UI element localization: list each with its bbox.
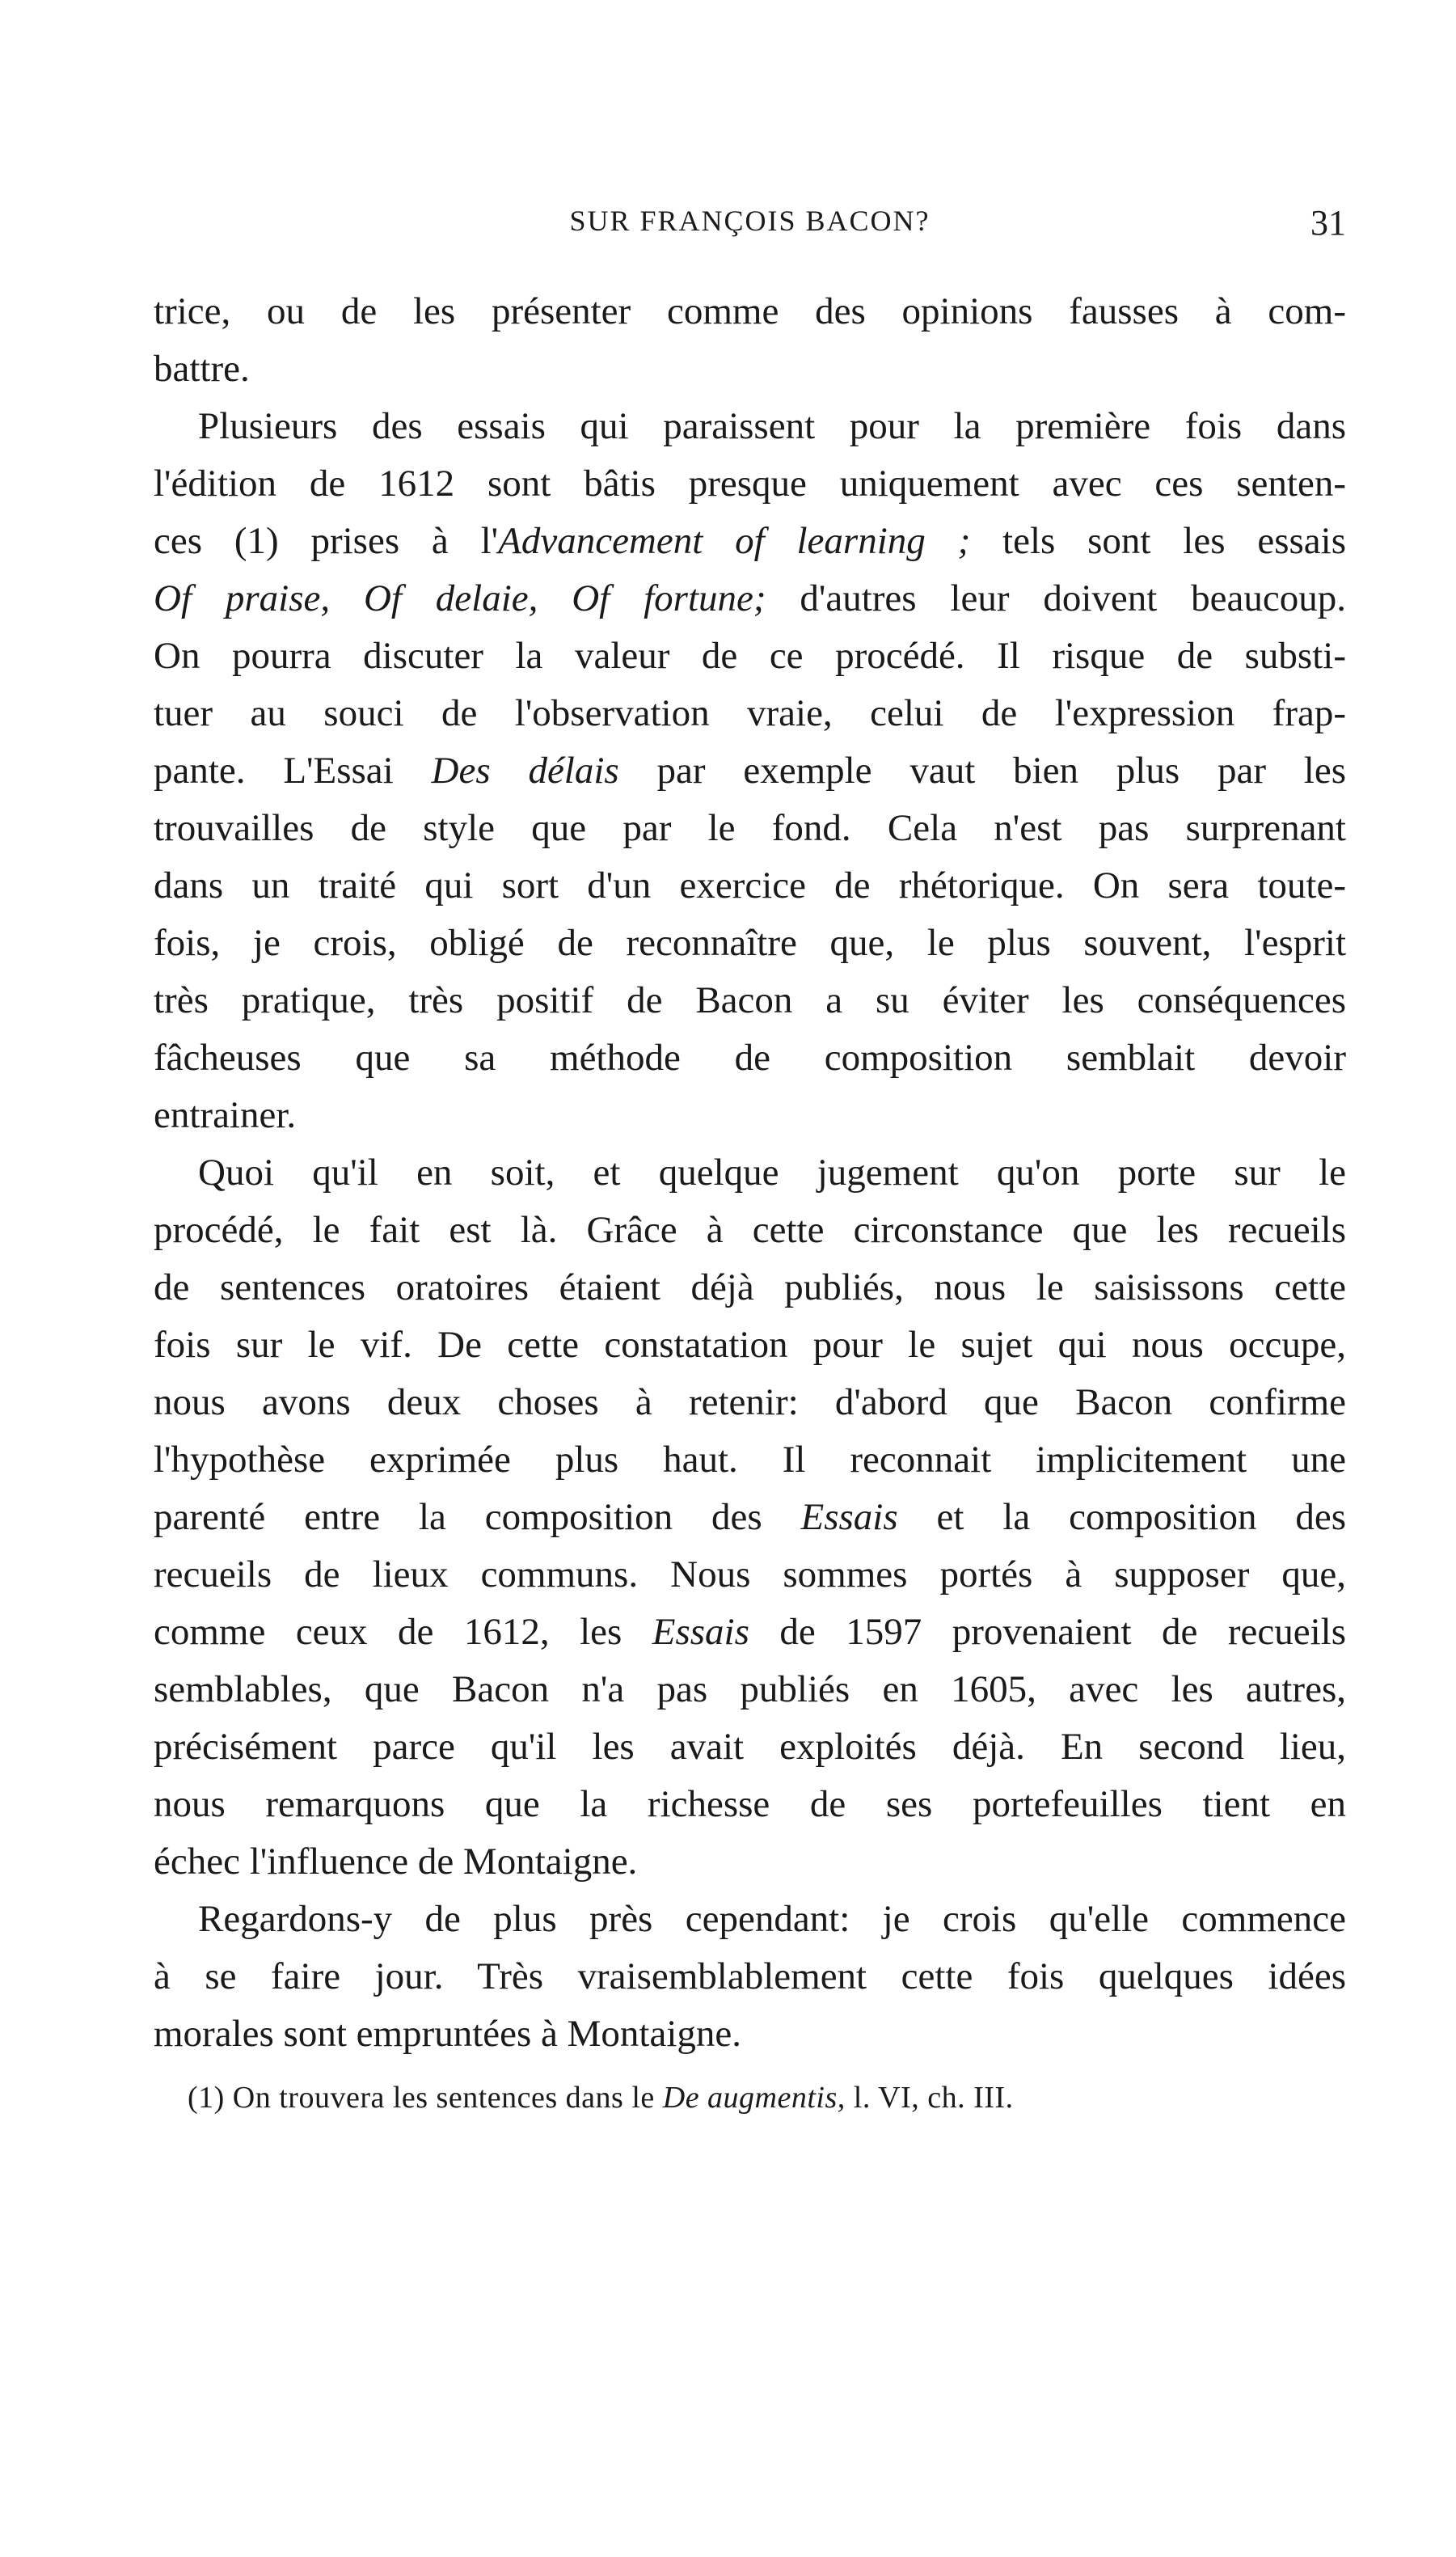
text-line xyxy=(154,857,1346,915)
text-segment: par exemple vaut bien plus par les xyxy=(618,750,1346,792)
text-line xyxy=(154,1948,1346,2005)
paragraph xyxy=(154,283,1346,398)
text-segment: précisément parce qu'il les avait exploités déjà. En second lieu, xyxy=(154,1726,1346,1768)
page-number: 31 xyxy=(1310,203,1346,243)
italic-segment: Of praise, Of delaie, Of fortune; xyxy=(154,577,766,619)
text-segment: dans un traité qui sort d'un exercice de rhétorique. On sera toute- xyxy=(154,864,1346,907)
text-segment: On pourra discuter la valeur de ce procédé. Il risque de substi- xyxy=(154,635,1346,677)
text-segment: nous avons deux choses à retenir: d'abord que Bacon confirme xyxy=(154,1381,1346,1423)
text-line xyxy=(154,1144,1346,1202)
text-line xyxy=(154,1489,1346,1546)
text-segment: parenté entre la composition des xyxy=(154,1496,801,1538)
text-line xyxy=(154,283,1346,340)
running-title: SUR FRANÇOIS BACON? xyxy=(569,205,931,237)
text-line xyxy=(154,513,1346,570)
footnote-text-segment: (1) On trouvera les sentences dans le xyxy=(188,2081,663,2115)
text-segment: ces (1) prises à l' xyxy=(154,520,499,562)
text-segment: procédé, le fait est là. Grâce à cette circonstance que les recueils xyxy=(154,1209,1346,1251)
footnote xyxy=(188,2080,1014,2115)
text-line xyxy=(154,2005,1346,2063)
text-segment: Regardons-y de plus près cependant: je crois qu'elle commence xyxy=(198,1898,1346,1940)
footnote-text-segment: l. VI, ch. III. xyxy=(845,2081,1014,2115)
text-line xyxy=(154,742,1346,800)
text-segment: recueils de lieux communs. Nous sommes portés à supposer que, xyxy=(154,1553,1346,1595)
text-segment: tuer au souci de l'observation vraie, celui de l'expression frap- xyxy=(154,692,1346,734)
footnote-italic-segment: De augmentis, xyxy=(662,2081,846,2115)
text-segment: nous remarquons que la richesse de ses portefeuilles tient en xyxy=(154,1783,1346,1825)
text-line xyxy=(154,800,1346,857)
text-line xyxy=(154,340,1346,398)
text-segment: de 1597 provenaient de recueils xyxy=(749,1611,1346,1653)
text-line xyxy=(154,570,1346,628)
running-head xyxy=(154,202,1346,251)
text-line xyxy=(154,1259,1346,1317)
text-segment: très pratique, très positif de Bacon a su éviter les conséquences xyxy=(154,979,1346,1021)
text-segment: semblables, que Bacon n'a pas publiés en 1605, avec les autres, xyxy=(154,1668,1346,1710)
text-segment: morales sont empruntées à Montaigne. xyxy=(154,2013,742,2055)
body-text xyxy=(154,283,1346,2063)
text-segment: comme ceux de 1612, les xyxy=(154,1611,652,1653)
text-segment: l'édition de 1612 sont bâtis presque uniquement avec ces senten- xyxy=(154,463,1346,505)
italic-segment: Essais xyxy=(800,1496,898,1538)
text-line xyxy=(154,1604,1346,1661)
text-segment: échec l'influence de Montaigne. xyxy=(154,1841,638,1883)
text-segment: d'autres leur doivent beaucoup. xyxy=(766,577,1346,619)
text-segment: fois sur le vif. De cette constatation pour le sujet qui nous occupe, xyxy=(154,1324,1346,1366)
text-segment: à se faire jour. Très vraisemblablement cette fois quelques idées xyxy=(154,1955,1346,1997)
text-line xyxy=(154,1374,1346,1431)
italic-segment: Des délais xyxy=(431,750,619,792)
italic-segment: Essais xyxy=(652,1611,749,1653)
text-segment: Quoi qu'il en soit, et quelque jugement qu'on porte sur le xyxy=(198,1152,1346,1194)
text-segment: fois, je crois, obligé de reconnaître que, le plus souvent, l'esprit xyxy=(154,922,1346,964)
text-segment: fâcheuses que sa méthode de composition semblait devoir xyxy=(154,1037,1346,1079)
text-line xyxy=(154,1776,1346,1833)
text-line xyxy=(154,628,1346,685)
text-segment: Plusieurs des essais qui paraissent pour la première fois dans xyxy=(198,405,1346,447)
text-segment: pante. L'Essai xyxy=(154,750,432,792)
text-line xyxy=(154,1317,1346,1374)
text-line xyxy=(154,1431,1346,1489)
text-line xyxy=(154,455,1346,513)
text-segment: trouvailles de style que par le fond. Cela n'est pas surprenant xyxy=(154,807,1346,849)
text-segment: et la composition des xyxy=(897,1496,1346,1538)
text-line xyxy=(154,1546,1346,1604)
italic-segment: Advancement of learning ; xyxy=(498,520,971,562)
text-line xyxy=(154,685,1346,742)
text-line xyxy=(154,1833,1346,1891)
text-segment: trice, ou de les présenter comme des opinions fausses à com- xyxy=(154,290,1346,332)
text-line xyxy=(154,915,1346,972)
text-line xyxy=(154,1718,1346,1776)
text-line xyxy=(154,972,1346,1029)
paragraph xyxy=(154,398,1346,1144)
text-segment: entrainer. xyxy=(154,1094,297,1136)
text-line xyxy=(154,1029,1346,1087)
text-line xyxy=(154,398,1346,455)
paragraph xyxy=(154,1891,1346,2063)
text-line xyxy=(154,1661,1346,1718)
text-segment: battre. xyxy=(154,348,250,390)
text-segment: tels sont les essais xyxy=(970,520,1346,562)
text-line xyxy=(154,1891,1346,1948)
text-segment: de sentences oratoires étaient déjà publiés, nous le saisissons cette xyxy=(154,1266,1346,1308)
text-line xyxy=(154,1202,1346,1259)
text-segment: l'hypothèse exprimée plus haut. Il reconnait implicitement une xyxy=(154,1439,1346,1481)
paragraph xyxy=(154,1144,1346,1891)
text-line xyxy=(154,1087,1346,1144)
